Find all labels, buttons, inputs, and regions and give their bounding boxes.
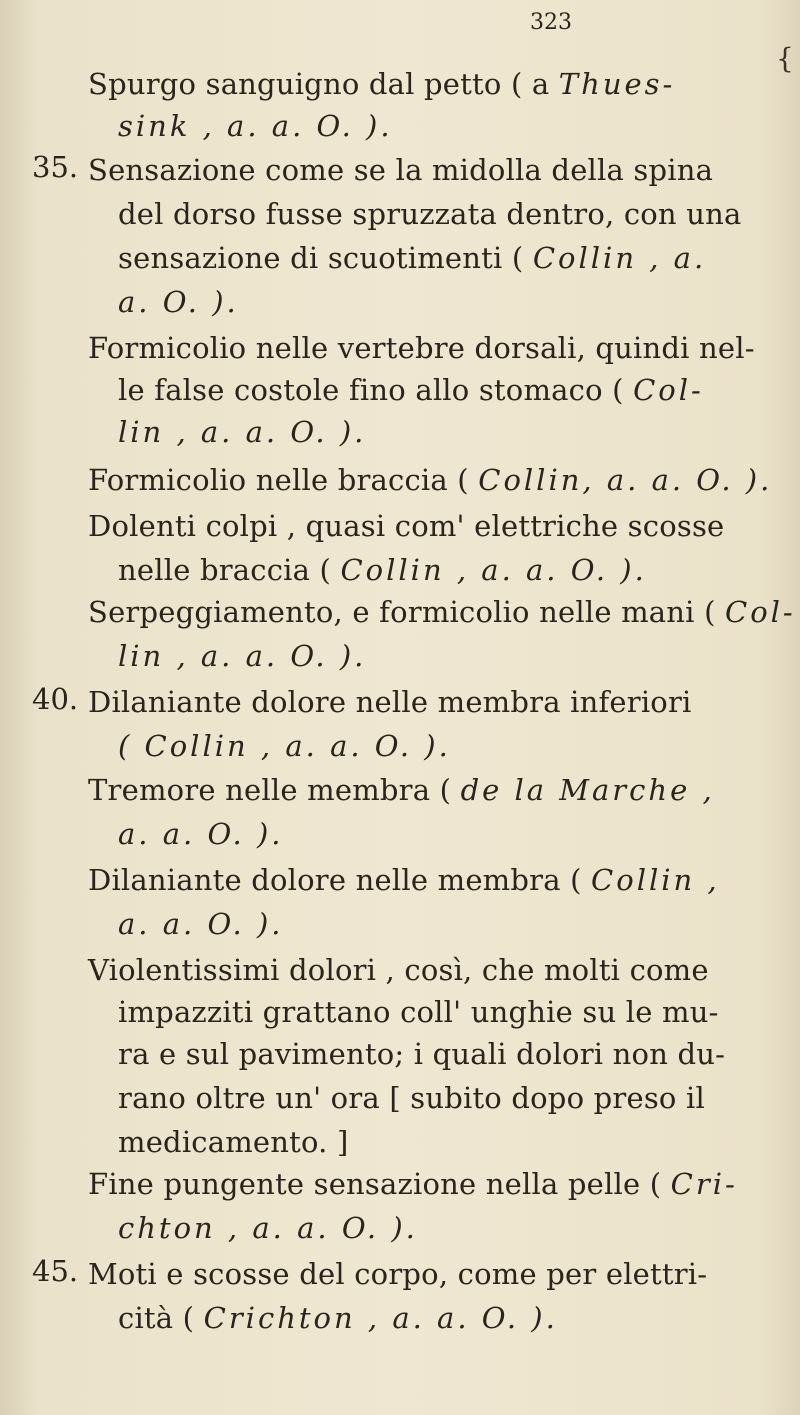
citation-italic: ( Collin , a. a. O. ). bbox=[118, 729, 451, 763]
text-run: Dolenti colpi , quasi com' elettriche scosse bbox=[88, 509, 725, 543]
citation-italic: Crichton , a. a. O. ). bbox=[203, 1301, 558, 1335]
text-line bbox=[118, 284, 239, 320]
text-run: Dilaniante dolore nelle membra ( bbox=[88, 863, 592, 897]
text-run: Tremore nelle membra ( bbox=[88, 773, 461, 807]
citation-italic: Collin , a. a. O. ). bbox=[340, 553, 647, 587]
text-run: sensazione di scuotimenti ( bbox=[118, 241, 533, 275]
text-run: del dorso fusse spruzzata dentro, con una bbox=[118, 197, 742, 231]
citation-italic: a. a. O. ). bbox=[118, 907, 284, 941]
text-run: Sensazione come se la midolla della spina bbox=[88, 153, 714, 187]
text-line bbox=[88, 508, 724, 544]
text-line bbox=[88, 152, 713, 188]
text-run: rano oltre un' ora [ subito dopo preso il bbox=[118, 1081, 705, 1115]
text-line bbox=[88, 1166, 738, 1202]
citation-italic: lin , a. a. O. ). bbox=[118, 415, 367, 449]
entry-number: 40. bbox=[32, 682, 79, 716]
citation-italic: Collin , a. bbox=[532, 241, 707, 275]
text-line bbox=[118, 414, 366, 450]
text-line bbox=[88, 952, 709, 988]
citation-italic: chton , a. a. O. ). bbox=[118, 1211, 418, 1245]
text-run: Formicolio nelle vertebre dorsali, quindi nel- bbox=[88, 331, 755, 365]
text-line bbox=[118, 1124, 349, 1160]
text-line bbox=[118, 108, 393, 144]
text-line bbox=[118, 638, 366, 674]
citation-italic: Cri- bbox=[670, 1167, 738, 1201]
citation-italic: a. a. O. ). bbox=[118, 817, 284, 851]
text-line bbox=[88, 66, 675, 102]
text-line bbox=[118, 1080, 705, 1116]
citation-italic: lin , a. a. O. ). bbox=[118, 639, 367, 673]
text-run: cità ( bbox=[118, 1301, 204, 1335]
citation-italic: sink , a. a. O. ). bbox=[118, 109, 393, 143]
citation-italic: Col- bbox=[725, 595, 796, 629]
text-line bbox=[118, 552, 647, 588]
text-run: ra e sul pavimento; i quali dolori non du- bbox=[118, 1037, 726, 1071]
text-run: Violentissimi dolori , così, che molti come bbox=[88, 953, 709, 987]
citation-italic: Thues- bbox=[558, 67, 676, 101]
entry-number: 35. bbox=[32, 150, 79, 184]
text-line bbox=[118, 240, 706, 276]
text-run: medicamento. ] bbox=[118, 1125, 349, 1159]
text-line bbox=[118, 1300, 558, 1336]
text-run: le false costole fino allo stomaco ( bbox=[118, 373, 634, 407]
text-line bbox=[118, 196, 741, 232]
margin-bracket-mark: { bbox=[776, 42, 794, 75]
text-line bbox=[88, 862, 720, 898]
text-line bbox=[88, 684, 692, 720]
text-line bbox=[118, 728, 451, 764]
text-line bbox=[118, 906, 284, 942]
text-line bbox=[88, 1256, 707, 1292]
text-line bbox=[118, 1210, 418, 1246]
text-line bbox=[88, 594, 796, 630]
text-run: Fine pungente sensazione nella pelle ( bbox=[88, 1167, 671, 1201]
entry-number: 45. bbox=[32, 1254, 79, 1288]
text-line bbox=[88, 462, 772, 498]
text-line bbox=[88, 772, 715, 808]
citation-italic: de la Marche , bbox=[460, 773, 715, 807]
text-run: Dilaniante dolore nelle membra inferiori bbox=[88, 685, 692, 719]
citation-italic: a. O. ). bbox=[118, 285, 239, 319]
citation-italic: Collin , bbox=[591, 863, 720, 897]
text-line bbox=[88, 330, 755, 366]
text-line bbox=[118, 994, 719, 1030]
text-line bbox=[118, 816, 284, 852]
text-line bbox=[118, 1036, 725, 1072]
text-line bbox=[118, 372, 704, 408]
text-run: nelle braccia ( bbox=[118, 553, 341, 587]
text-run: Spurgo sanguigno dal petto ( a bbox=[88, 67, 559, 101]
citation-italic: Collin, a. a. O. ). bbox=[478, 463, 773, 497]
text-run: Serpeggiamento, e formicolio nelle mani ( bbox=[88, 595, 725, 629]
citation-italic: Col- bbox=[633, 373, 704, 407]
text-run: impazziti grattano coll' unghie su le mu- bbox=[118, 995, 719, 1029]
page-number: 323 bbox=[530, 10, 572, 35]
text-run: Moti e scosse del corpo, come per elettri- bbox=[88, 1257, 708, 1291]
text-run: Formicolio nelle braccia ( bbox=[88, 463, 479, 497]
